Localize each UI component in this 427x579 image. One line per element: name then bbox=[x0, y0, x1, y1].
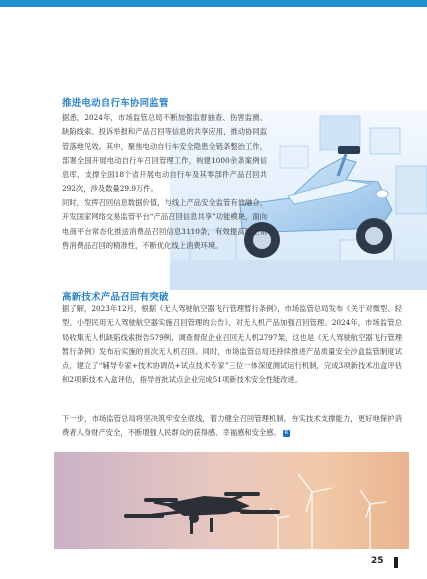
end-mark-icon: R bbox=[284, 429, 289, 436]
paragraph-ebike-recall: 据悉，2024年，市场监管总局不断加强监督抽查、伤害监测、缺陷线索、投诉举报和产品召回等信息的共享应用，推动协同监管落地见效。其中，聚焦电动自行车安全隐患全链条整治工作，部署全国开展电动自行车召回管理工作，构建1000余条案例信息库，支撑全国18个省开展电动自行车及其零部件产品召回共292次，涉及数量29.9万件。 bbox=[62, 113, 267, 194]
paragraph-next-steps bbox=[62, 412, 402, 441]
paragraph-recall-info-sharing: 同时，发挥召回信息数据价值，与线上产品安全监管有效融合，开发国家网络交易监管平台“产品召回信息共享”功能模块，面向电商平台常态化推送消费品召回信息3110条，有效提高线上销售消费品召回的精准性，不断优化线上消费环境。 bbox=[62, 198, 267, 250]
paragraph-drone-recall: 据了解，2023年12月，根据《无人驾驶航空器飞行管理暂行条例》，市场监管总局发布《关于对微型、轻型、小型民用无人驾驶航空器实施召回管理的公告》，对无人机产品加强召回管理。2024年，市场监管总局收集无人机缺陷线索报告579例，调查督促企业召回无人机2797架，这也是《无人驾驶航空器飞行管理暂行条例》发布后实施的首次无人机召回。同时，市场监管总局还持续推进产品质量安全沙盒监管制度试点，建立了“辅导专家+技术协调员+试点技术专家”三位一体深度测试运行机制，完成3项新技术出盒评估和2项新技术入盒评估，指导首批试点企业完成51项新技术安全性能改进。 bbox=[62, 304, 402, 385]
page-number: 25 bbox=[371, 556, 384, 566]
section-title-hightech: 高新技术产品召回有突破 bbox=[62, 292, 169, 303]
page-number-bar bbox=[394, 557, 398, 568]
next-steps-text: 下一步，市场监管总局将坚决筑牢安全底线，着力健全召回管理机制，夯实技术支撑能力，更好地保护消费者人身财产安全，不断增强人民群众的获得感、幸福感和安全感。 bbox=[62, 414, 402, 438]
section-title-ebike: 推进电动自行车协同监管 bbox=[62, 98, 169, 109]
drone-photo bbox=[54, 452, 409, 549]
top-accent-bar bbox=[0, 0, 427, 7]
